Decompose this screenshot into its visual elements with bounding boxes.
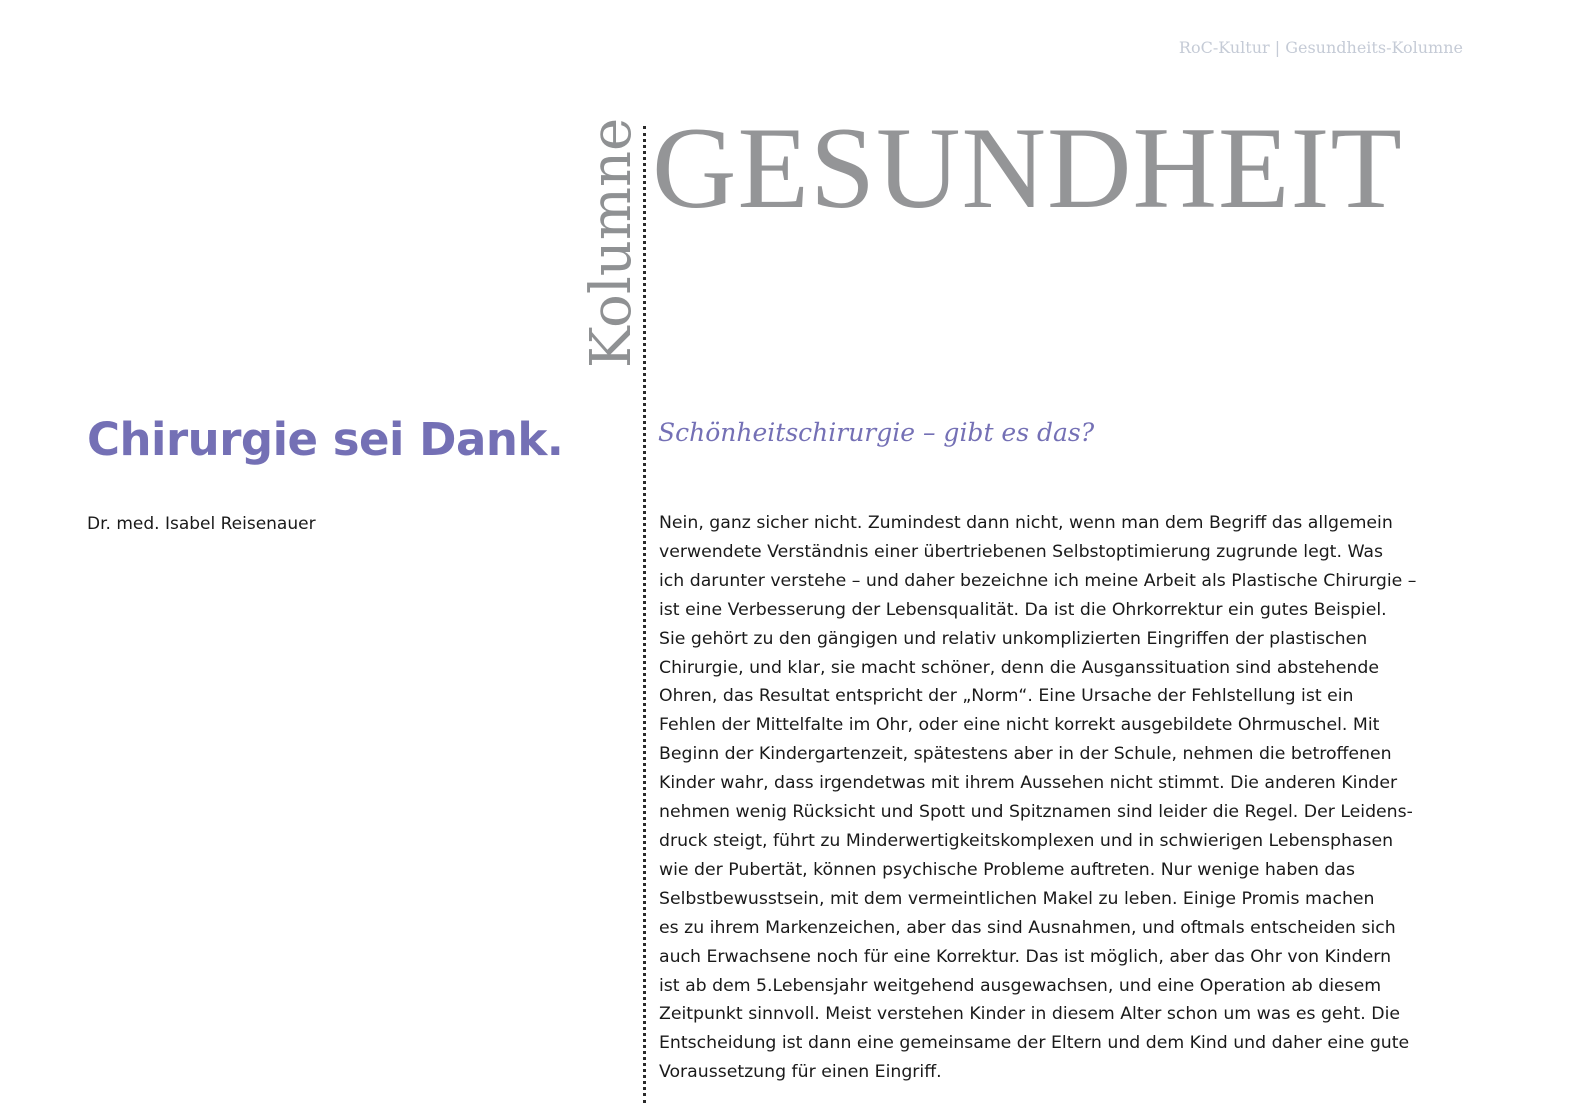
article-body xyxy=(659,509,1419,1087)
body-line: Selbstbewusstsein, mit dem vermeintlichen Makel zu leben. Einige Promis machen xyxy=(659,888,1375,909)
body-line: verwendete Verständnis einer übertriebenen Selbstoptimierung zugrunde legt. Was xyxy=(659,541,1384,562)
body-line: Zeitpunkt sinnvoll. Meist verstehen Kinder in diesem Alter schon um was es geht. Die xyxy=(659,1004,1401,1025)
dotted-divider xyxy=(643,126,646,1103)
body-line: ich darunter verstehe – und daher bezeichne ich meine Arbeit als Plastische Chirurgie – xyxy=(659,570,1417,591)
body-line: Ohren, das Resultat entspricht der „Norm“. Eine Ursache der Fehlstellung ist ein xyxy=(659,686,1354,707)
body-line: ist eine Verbesserung der Lebensqualität. Da ist die Ohrkorrektur ein gutes Beispiel. xyxy=(659,599,1387,620)
kolumne-text: Kolumne xyxy=(579,117,644,368)
body-line: druck steigt, führt zu Minderwertigkeitskomplexen und in schwierigen Lebensphasen xyxy=(659,830,1394,851)
body-line: Kinder wahr, dass irgendetwas mit ihrem Aussehen nicht stimmt. Die anderen Kinder xyxy=(659,773,1398,794)
body-line: nehmen wenig Rücksicht und Spott und Spitznamen sind leider die Regel. Der Leidens- xyxy=(659,802,1413,823)
body-line: Nein, ganz sicher nicht. Zumindest dann nicht, wenn man dem Begriff das allgemein xyxy=(659,513,1393,533)
body-line: Entscheidung ist dann eine gemeinsame der Eltern und dem Kind und daher eine gute xyxy=(659,1033,1410,1054)
body-line: Beginn der Kindergartenzeit, spätestens aber in der Schule, nehmen die betroffenen xyxy=(659,744,1392,765)
body-line: ist ab dem 5.Lebensjahr weitgehend ausgewachsen, und eine Operation ab diesem xyxy=(659,975,1382,996)
body-line: wie der Pubertät, können psychische Probleme auftreten. Nur wenige haben das xyxy=(659,859,1355,880)
author-byline: Dr. med. Isabel Reisenauer xyxy=(87,514,316,534)
kolumne-vertical-label xyxy=(579,117,644,368)
article-headline: Chirurgie sei Dank. xyxy=(87,413,564,466)
body-line: Chirurgie, und klar, sie macht schöner, denn die Ausganssituation sind abstehende xyxy=(659,657,1379,678)
section-title: GESUNDHEIT xyxy=(652,104,1403,233)
body-line: auch Erwachsene noch für eine Korrektur. Das ist möglich, aber das Ohr von Kindern xyxy=(659,946,1392,967)
running-header: RoC-Kultur | Gesundheits-Kolumne xyxy=(1178,38,1463,57)
article-subtitle: Schönheitschirurgie – gibt es das? xyxy=(658,418,1095,447)
body-line: Fehlen der Mittelfalte im Ohr, oder eine nicht korrekt ausgebildete Ohrmuschel. Mit xyxy=(659,715,1380,736)
body-line: Voraussetzung für einen Eingriff. xyxy=(659,1062,942,1083)
body-line: es zu ihrem Markenzeichen, aber das sind Ausnahmen, und oftmals entscheiden sich xyxy=(659,917,1396,938)
body-line: Sie gehört zu den gängigen und relativ unkomplizierten Eingriffen der plastischen xyxy=(659,628,1368,649)
